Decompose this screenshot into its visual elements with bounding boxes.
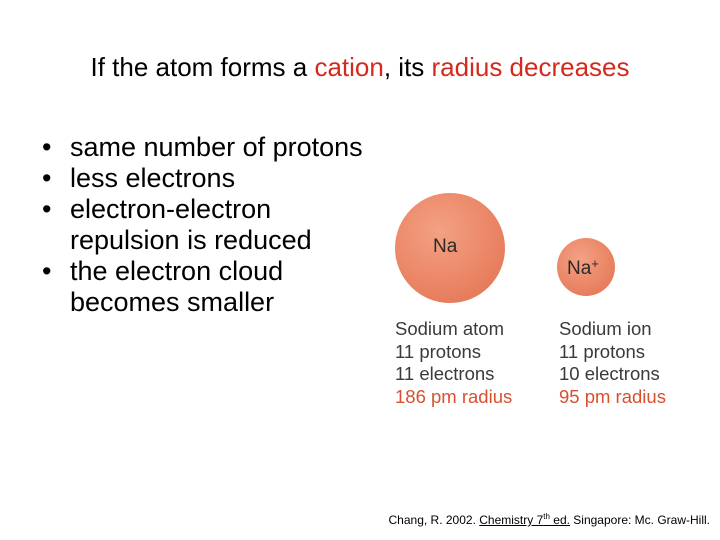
citation-post: Singapore: Mc. Graw-Hill. (569, 513, 710, 527)
sodium-ion-radius: 95 pm radius (559, 385, 666, 407)
citation-book-title: Chemistry 7 (479, 513, 544, 527)
bullet-list (42, 132, 372, 318)
bullet-item: • less electrons (42, 163, 372, 194)
sodium-atom-info (395, 318, 512, 408)
sodium-ion-protons: 11 protons (559, 340, 646, 362)
slide-title (0, 52, 720, 83)
citation (389, 512, 710, 527)
bullet-item: • electron-electron repulsion is reduced (42, 194, 372, 256)
title-part1: If the atom forms a (90, 52, 315, 82)
sodium-atom-protons: 11 protons (395, 340, 482, 362)
citation-book-sup: th (543, 512, 550, 521)
title-part2: , its (383, 52, 432, 82)
citation-pre: Chang, R. 2002. (388, 513, 480, 527)
citation-book-ed: ed. (549, 513, 570, 527)
sodium-ion-name: Sodium ion (559, 318, 652, 339)
sodium-ion-electrons: 10 electrons (559, 363, 660, 384)
title-cation: cation (314, 52, 384, 82)
bullet-item: • same number of protons (42, 132, 372, 163)
sodium-atom-radius: 186 pm radius (395, 385, 513, 407)
sodium-atom-symbol: Na (433, 236, 458, 257)
sodium-ion-symbol: Na (567, 258, 592, 279)
bullet-item: • the electron cloud becomes smaller (42, 256, 372, 318)
sodium-ion-charge: + (591, 256, 599, 271)
title-radius: radius decreases (431, 52, 630, 82)
citation-book (479, 513, 570, 527)
sodium-ion-symbol-group (567, 258, 599, 280)
sodium-atom-electrons: 11 electrons (395, 363, 495, 384)
sodium-ion-info (559, 318, 666, 408)
sodium-atom-name: Sodium atom (395, 318, 504, 339)
